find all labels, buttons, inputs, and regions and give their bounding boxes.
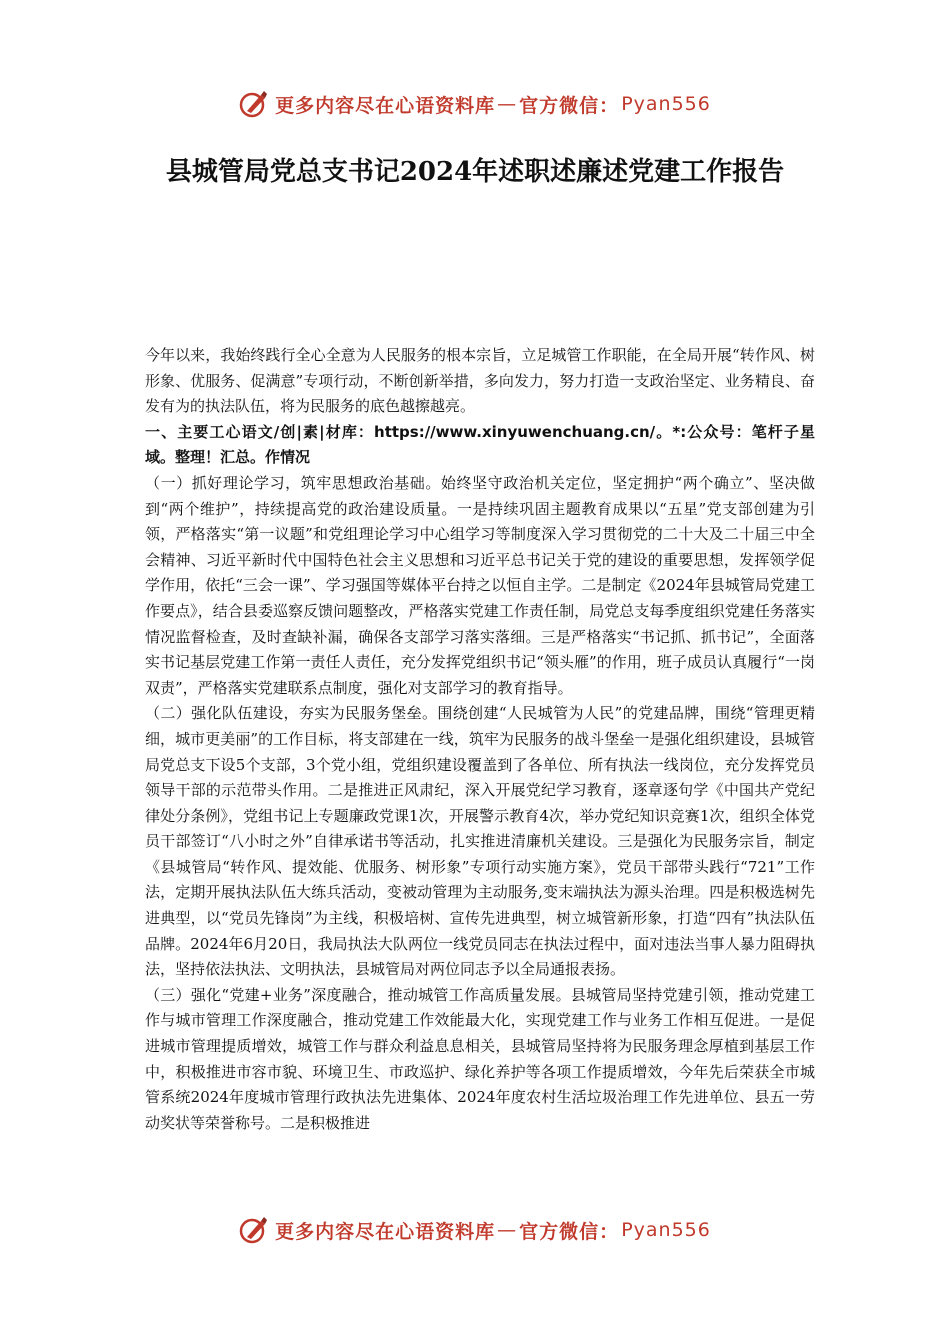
paragraph-theory-study: （一）抓好理论学习，筑牢思想政治基础。始终坚守政治机关定位，坚定拥护“两个确立”、坚决做到“两个维护”，持续提高党的政治建设质量。一是持续巩固主题教育成果以“五星”党支部创建为引领，严格落实“第一议题”和党组理论学习中心组学习等制度深入学习贯彻党的二十大及二十届三中全会精神、习近平新时代中国特色社会主义思想和习近平总书记关于党的建设的重要思想，发挥领学促学作用，依托“三会一课”、学习强国等媒体平台持之以恒自主学。二是制定《2024年县城管局党建工作要点》，结合县委巡察反馈问题整改，严格落实党建工作责任制，局党总支每季度组织党建任务落实情况监督检查，及时查缺补漏，确保各支部学习落实落细。三是严格落实“书记抓、抓书记”，全面落实书记基层党建工作第一责任人责任，充分发挥党组织书记“领头雁”的作用，班子成员认真履行“一岗双责”，严格落实党建联系点制度，强化对支部学习的教育指导。 — [145, 473, 815, 697]
watermark-wechat-label: 官方微信： — [519, 1220, 620, 1243]
watermark-dash: — — [497, 93, 518, 115]
document-body — [145, 343, 815, 1136]
watermark-text: 更多内容尽在心语资料库 — [275, 1220, 496, 1243]
paragraph-party-business: （三）强化“党建+业务”深度融合，推动城管工作高质量发展。县城管局坚持党建引领，推动党建工作与城市管理工作深度融合，推动党建工作效能最大化，实现党建工作与业务工作相互促进。一是促进城市管理提质增效，城管工作与群众利益息息相关，县城管局坚持将为民服务理念厚植到基层工作中，积极推进市容市貌、环境卫生、市政巡护、绿化养护等各项工作提质增效，今年先后荣获全市城管系统2024年度城市管理行政执法先进集体、2024年度农村生活垃圾治理工作先进单位、县五一劳动奖状等荣誉称号。二是积极推进 — [145, 985, 815, 1132]
watermark-wechat-id: Pyan556 — [621, 1219, 711, 1241]
watermark-dash: — — [497, 1219, 518, 1241]
paragraph-team-building: （二）强化队伍建设，夯实为民服务堡垒。围绕创建“人民城管为人民”的党建品牌，围绕“管理更精细，城市更美丽”的工作目标，将支部建在一线，筑牢为民服务的战斗堡垒一是强化组织建设，县城管局党总支下设5个支部，3个党小组，党组织建设覆盖到了各单位、所有执法一线岗位，充分发挥党员领导干部的示范带头作用。二是推进正风肃纪，深入开展党纪学习教育，逐章逐句学《中国共产党纪律处分条例》，党组书记上专题廉政党课1次，开展警示教育4次，举办党纪知识竞赛1次，组织全体党员干部签订“八小时之外”自律承诺书等活动，扎实推进清廉机关建设。三是强化为民服务宗旨，制定《县城管局“转作风、提效能、优服务、树形象”专项行动实施方案》，党员干部带头践行“721”工作法，定期开展执法队伍大练兵活动，变被动管理为主动服务,变末端执法为源头治理。四是积极选树先进典型，以“党员先锋岗”为主线，积极培树、宣传先进典型，树立城管新形象，打造“四有”执法队伍品牌。2024年6月20日，我局执法大队两位一线党员同志在执法过程中，面对违法当事人暴力阻碍执法，坚持依法执法、文明执法，县城管局对两位同志予以全局通报表扬。 — [145, 704, 815, 979]
watermark-banner-top — [0, 84, 950, 124]
watermark-banner-bottom — [0, 1210, 950, 1250]
watermark-wechat-label: 官方微信： — [519, 94, 620, 117]
intro-paragraph: 今年以来，我始终践行全心全意为人民服务的根本宗旨，立足城管工作职能，在全局开展“转作风、树形象、优服务、促满意”专项行动，不断创新举措，多向发力，努力打造一支政治坚定、业务精良、奋发有为的执法队伍，将为民服务的底色越擦越亮。 — [145, 346, 815, 416]
section-heading: 一、主要工心语文/创|素|材库：https://www.xinyuwenchuang.cn/。*:公众号：笔杆子星域。整理！汇总。作情况 — [145, 422, 815, 467]
pen-logo-icon — [239, 1215, 269, 1245]
watermark-text: 更多内容尽在心语资料库 — [275, 94, 496, 117]
watermark-wechat-id: Pyan556 — [621, 93, 711, 115]
pen-logo-icon — [239, 89, 269, 119]
document-title: 县城管局党总支书记2024年述职述廉述党建工作报告 — [165, 157, 785, 187]
